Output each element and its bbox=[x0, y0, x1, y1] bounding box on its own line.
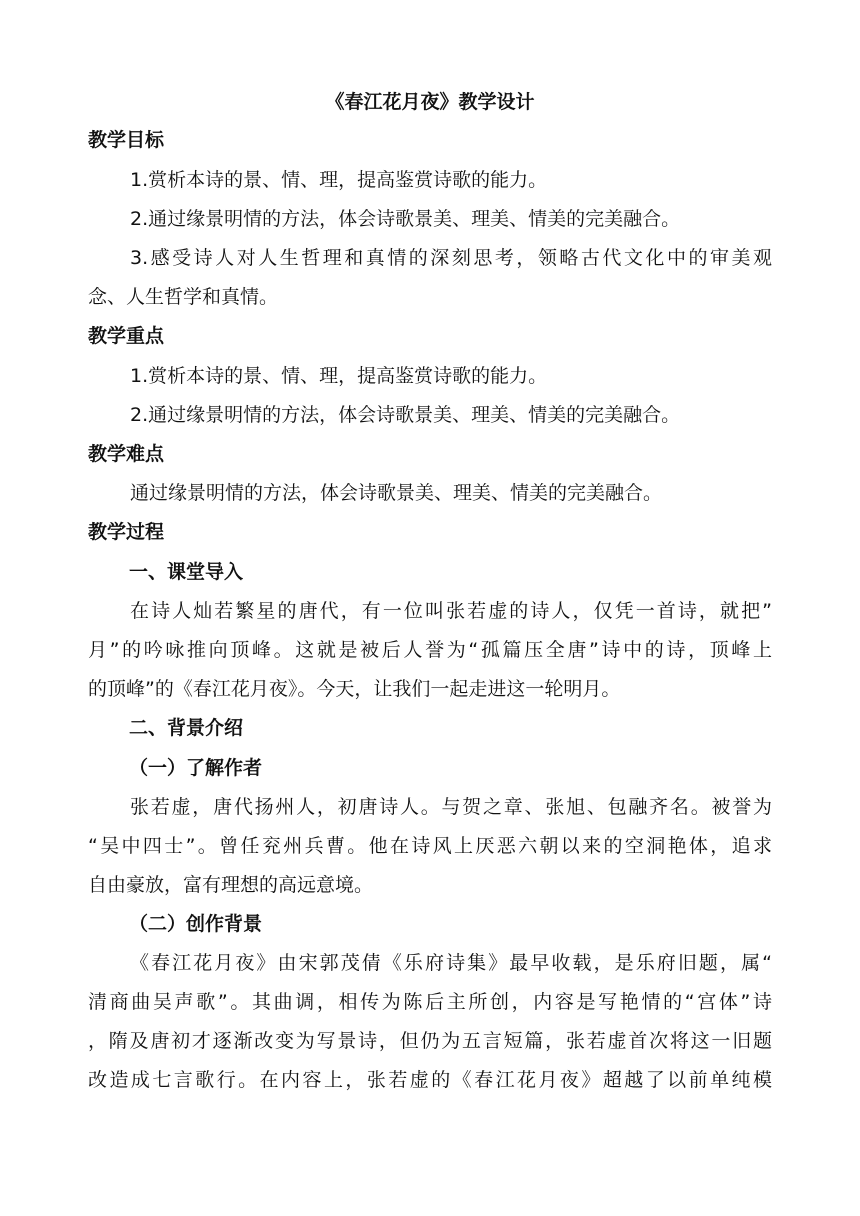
creation-paragraph-line: 《春江花月夜》由宋郭茂倩《乐府诗集》最早收载，是乐府旧题，属“ bbox=[130, 952, 772, 974]
objective-item: 1.赏析本诗的景、情、理，提高鉴赏诗歌的能力。 bbox=[130, 169, 548, 191]
background-heading: 二、背景介绍 bbox=[129, 717, 244, 739]
process-heading: 教学过程 bbox=[88, 521, 165, 543]
author-heading: （一）了解作者 bbox=[129, 757, 263, 779]
intro-paragraph-line: 的顶峰”的《春江花月夜》。今天，让我们一起走进这一轮明月。 bbox=[88, 678, 621, 700]
author-paragraph-line: 自由豪放，富有理想的高远意境。 bbox=[88, 874, 374, 896]
objective-item: 2.通过缘景明情的方法，体会诗歌景美、理美、情美的完美融合。 bbox=[130, 208, 681, 230]
key-points-heading: 教学重点 bbox=[88, 325, 165, 347]
author-paragraph-line: “吴中四士”。曾任兖州兵曹。他在诗风上厌恶六朝以来的空洞艳体，追求 bbox=[88, 835, 772, 857]
objective-item: 3.感受诗人对人生哲理和真情的深刻思考，领略古代文化中的审美观 bbox=[130, 247, 772, 269]
creation-paragraph-line: ，隋及唐初才逐渐改变为写景诗，但仍为五言短篇，张若虚首次将这一旧题 bbox=[88, 1030, 772, 1052]
key-point-item: 2.通过缘景明情的方法，体会诗歌景美、理美、情美的完美融合。 bbox=[130, 404, 681, 426]
document-title: 《春江花月夜》教学设计 bbox=[325, 91, 535, 113]
creation-paragraph-line: 清商曲吴声歌”。其曲调，相传为陈后主所创，内容是写艳情的“宫体”诗 bbox=[88, 991, 772, 1013]
creation-paragraph-line: 改造成七言歌行。在内容上，张若虚的《春江花月夜》超越了以前单纯模 bbox=[88, 1069, 772, 1091]
difficulty-item: 通过缘景明情的方法，体会诗歌景美、理美、情美的完美融合。 bbox=[130, 482, 663, 504]
objectives-heading: 教学目标 bbox=[88, 129, 165, 151]
intro-paragraph-line: 在诗人灿若繁星的唐代，有一位叫张若虚的诗人，仅凭一首诗，就把” bbox=[130, 600, 772, 622]
difficulties-heading: 教学难点 bbox=[88, 443, 165, 465]
objective-item-continued: 念、人生哲学和真情。 bbox=[88, 286, 279, 308]
intro-heading: 一、课堂导入 bbox=[129, 561, 244, 583]
author-paragraph-line: 张若虚，唐代扬州人，初唐诗人。与贺之章、张旭、包融齐名。被誉为 bbox=[130, 796, 772, 818]
creation-heading: （二）创作背景 bbox=[129, 913, 263, 935]
intro-paragraph-line: 月”的吟咏推向顶峰。这就是被后人誉为“孤篇压全唐”诗中的诗，顶峰上 bbox=[88, 639, 772, 661]
key-point-item: 1.赏析本诗的景、情、理，提高鉴赏诗歌的能力。 bbox=[130, 365, 548, 387]
